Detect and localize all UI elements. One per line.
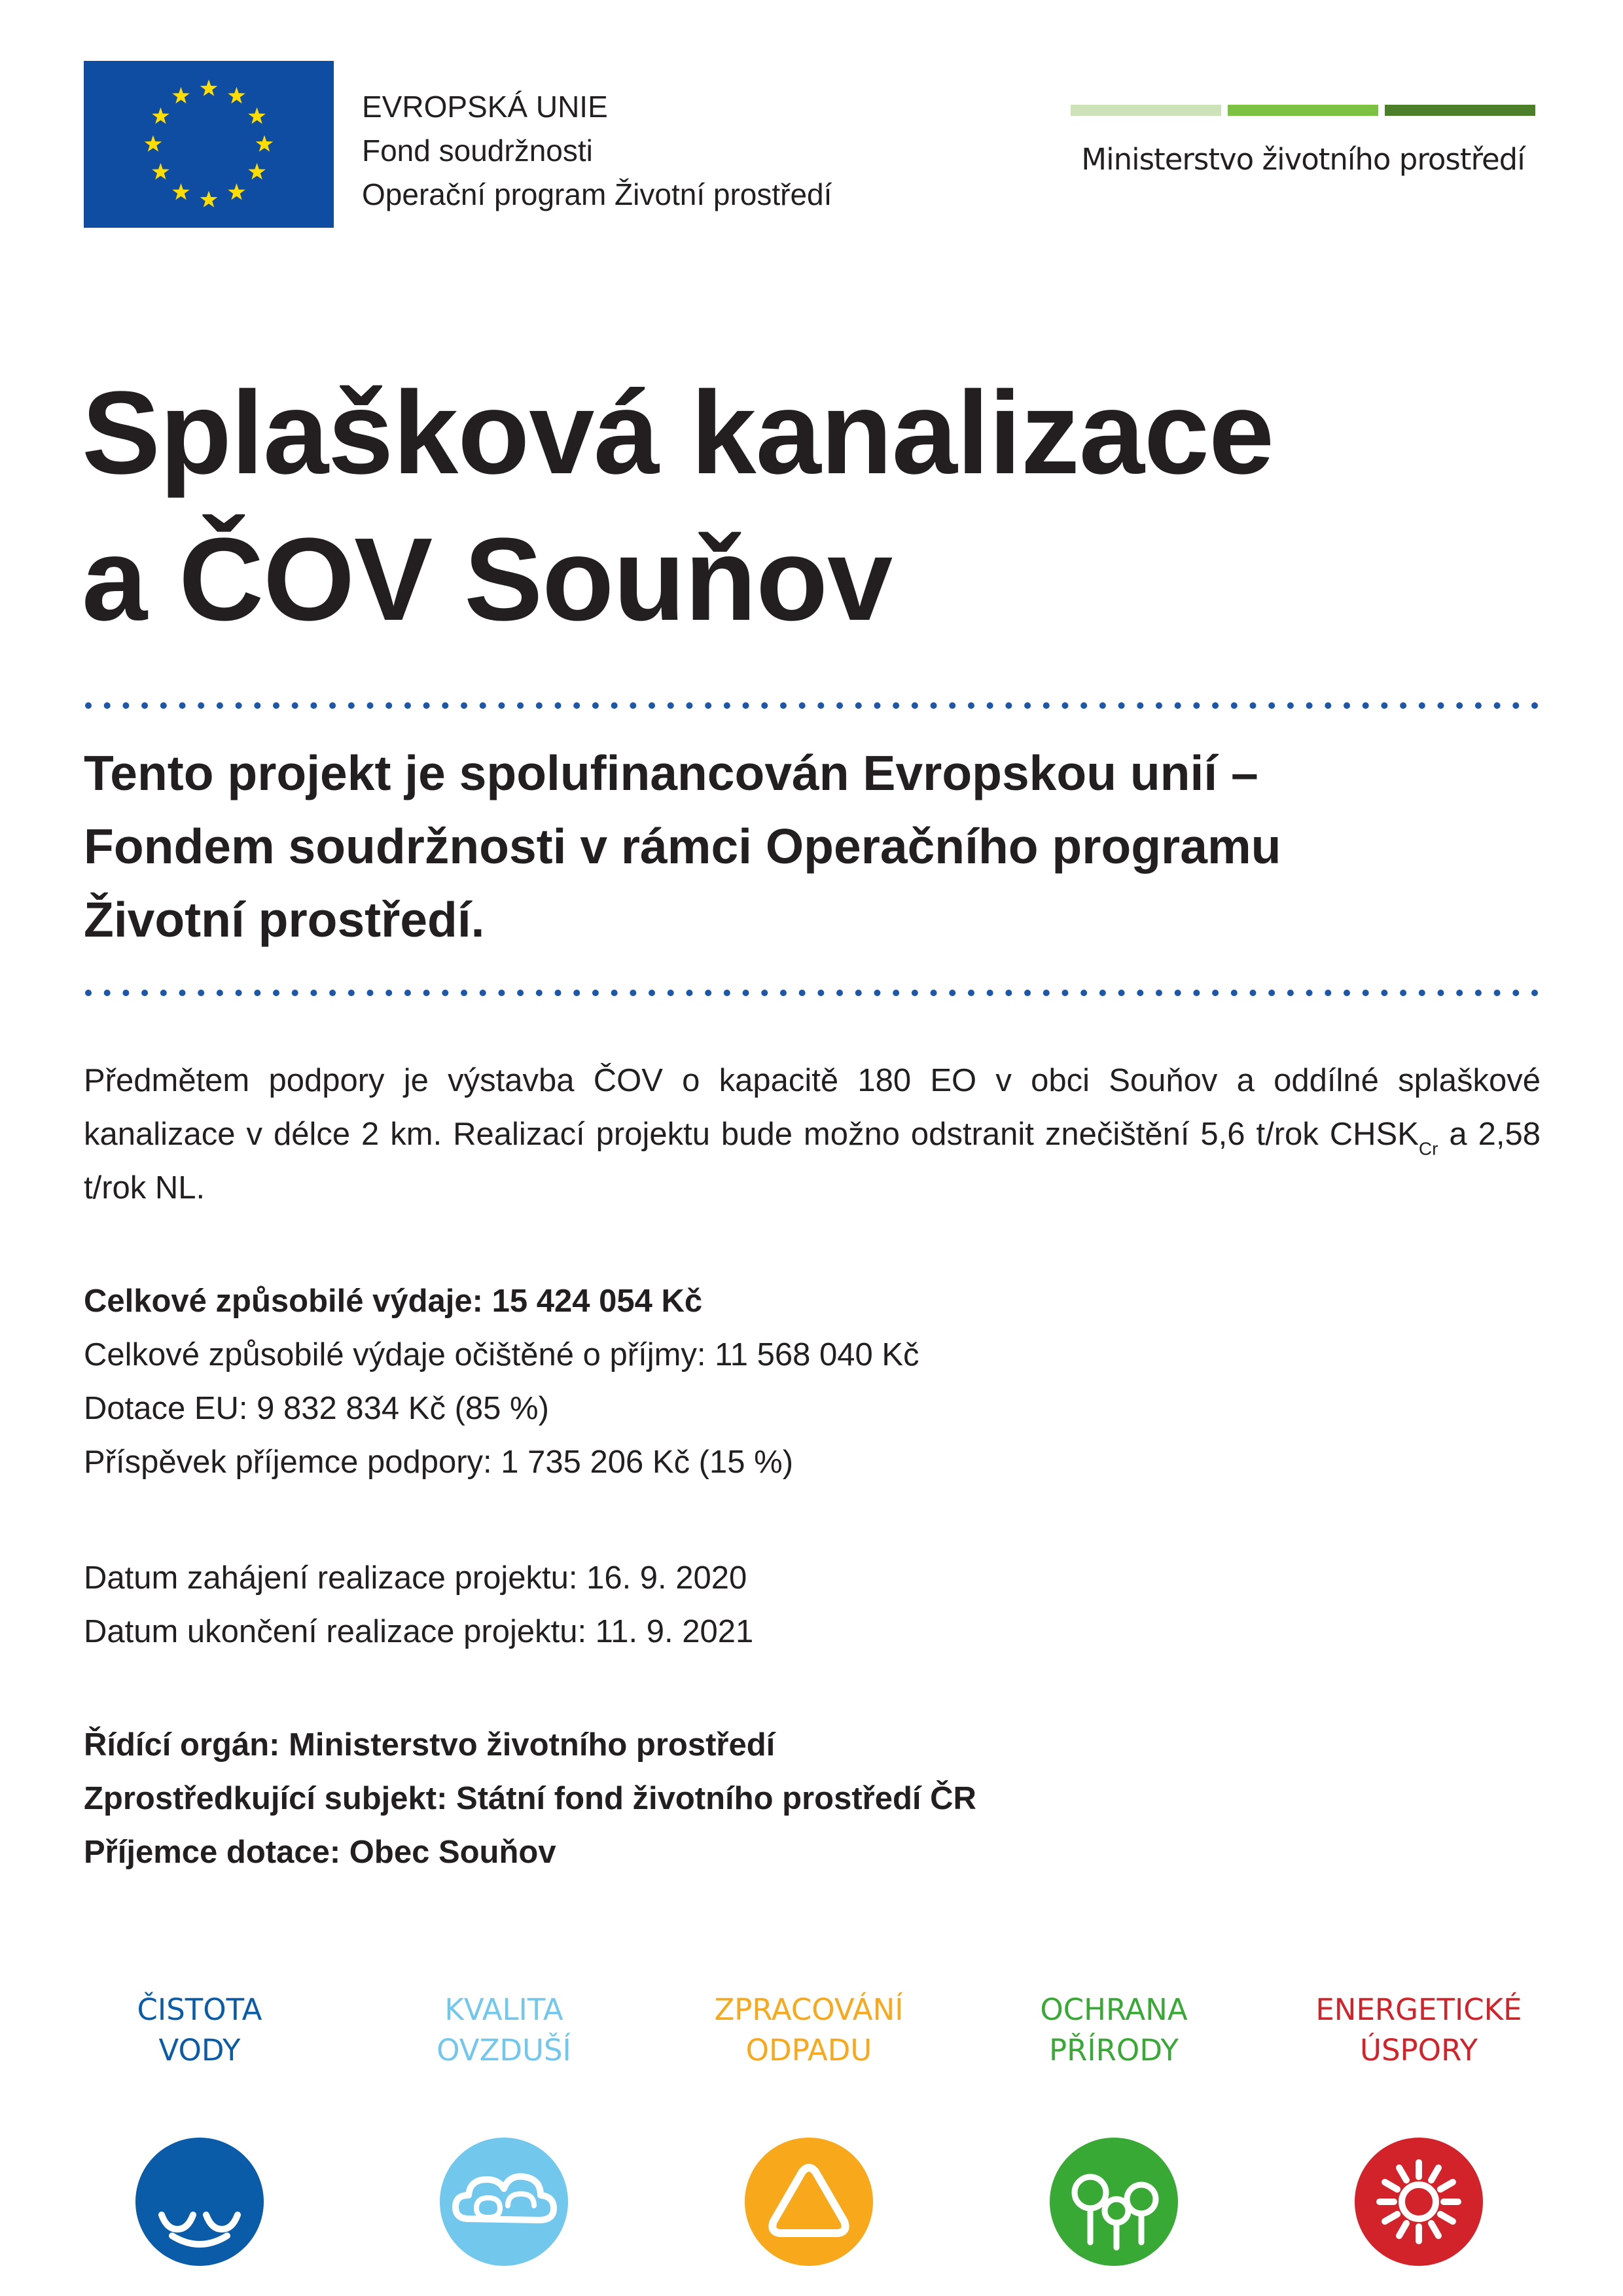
project-description [84, 1054, 1541, 1215]
date-start: Datum zahájení realizace projektu: 16. 9. 2020 [84, 1560, 747, 1596]
priority-waste [678, 1990, 940, 2266]
finance-net: Celkové způsobilé výdaje očištěné o příjmy: 11 568 040 Kč [84, 1337, 919, 1372]
page-title [82, 360, 1541, 653]
managing-authority: Řídící orgán: Ministerstvo životního prostředí [84, 1727, 776, 1763]
cloud-icon [440, 2138, 568, 2266]
grant-recipient: Příjemce dotace: Obec Souňov [84, 1835, 556, 1870]
ministry-bar-light [1071, 105, 1221, 116]
finance-contribution: Příspěvek příjemce podpory: 1 735 206 Kč (15 %) [84, 1444, 794, 1480]
description-subscript: Cr [1418, 1138, 1438, 1159]
priority-nature [983, 1990, 1245, 2266]
priority-air-label [373, 1990, 635, 2071]
eu-line-programme: Operační program Životní prostředí [362, 177, 832, 211]
priority-air [373, 1990, 635, 2266]
priority-waste-line-1: ZPRACOVÁNÍ [714, 1992, 904, 2027]
finance-total: Celkové způsobilé výdaje: 15 424 054 Kč [84, 1283, 703, 1319]
priority-nature-label [983, 1990, 1245, 2071]
trees-icon [1050, 2138, 1178, 2266]
cofin-line-1: Tento projekt je spolufinancován Evropskou unií – [84, 745, 1258, 800]
priority-energy-line-2: ÚSPORY [1360, 2033, 1478, 2068]
ministry-logo [1071, 105, 1535, 177]
recycle-icon [745, 2138, 873, 2266]
eu-flag-logo [84, 61, 334, 228]
priority-waste-label [678, 1990, 940, 2071]
priority-waste-line-2: ODPADU [745, 2033, 872, 2068]
eu-line-fund: Fond soudržnosti [362, 134, 593, 168]
priority-nature-line-2: PŘÍRODY [1048, 2033, 1179, 2068]
priority-water-line-2: VODY [158, 2033, 241, 2068]
priority-icons [0, 1990, 1623, 2271]
sun-icon [1355, 2138, 1483, 2266]
cofinancing-statement [84, 736, 1541, 956]
priority-water [69, 1990, 330, 2266]
title-line-1: Splašková kanalizace [82, 367, 1274, 499]
eu-line-union: EVROPSKÁ UNIE [362, 90, 608, 124]
water-icon [135, 2138, 264, 2266]
priority-water-line-1: ČISTOTA [137, 1992, 262, 2027]
ministry-name: Ministerstvo životního prostředí [1081, 142, 1525, 177]
priority-air-line-1: KVALITA [444, 1992, 563, 2027]
priority-nature-line-1: OCHRANA [1040, 1992, 1188, 2027]
finance-eu-grant: Dotace EU: 9 832 834 Kč (85 %) [84, 1391, 549, 1426]
title-line-2: a ČOV Souňov [82, 514, 893, 645]
eu-programme-text [362, 85, 832, 217]
ministry-bar-mid [1228, 105, 1378, 116]
eu-stars-icon [84, 61, 334, 228]
priority-air-line-2: OVZDUŠÍ [437, 2033, 571, 2068]
intermediate-body: Zprostředkující subjekt: Státní fond životního prostředí ČR [84, 1781, 976, 1816]
ministry-color-bars [1071, 105, 1535, 116]
dotted-divider-bottom [85, 989, 1538, 997]
priority-water-label [69, 1990, 330, 2071]
cofin-line-3: Životní prostředí. [84, 892, 485, 947]
dates-section [84, 1551, 1541, 1659]
date-end: Datum ukončení realizace projektu: 11. 9. 2021 [84, 1614, 754, 1649]
finance-section [84, 1274, 1541, 1489]
dotted-divider-top [85, 702, 1538, 709]
priority-energy [1288, 1990, 1550, 2266]
priority-energy-label [1288, 1990, 1550, 2071]
description-main: Předmětem podpory je výstavba ČOV o kapacitě 180 EO v obci Souňov a oddílné splaškové kanalizace v délce 2 km. Realizací projektu bude možno odstranit znečištění 5,6 t/rok CHSK [84, 1063, 1541, 1152]
cofin-line-2: Fondem soudržnosti v rámci Operačního programu [84, 819, 1281, 874]
description-tail: a 2,58 t/rok NL. [84, 1117, 1541, 1206]
parties-section [84, 1718, 1541, 1879]
priority-energy-line-1: ENERGETICKÉ [1315, 1992, 1522, 2027]
ministry-bar-dark [1385, 105, 1535, 116]
